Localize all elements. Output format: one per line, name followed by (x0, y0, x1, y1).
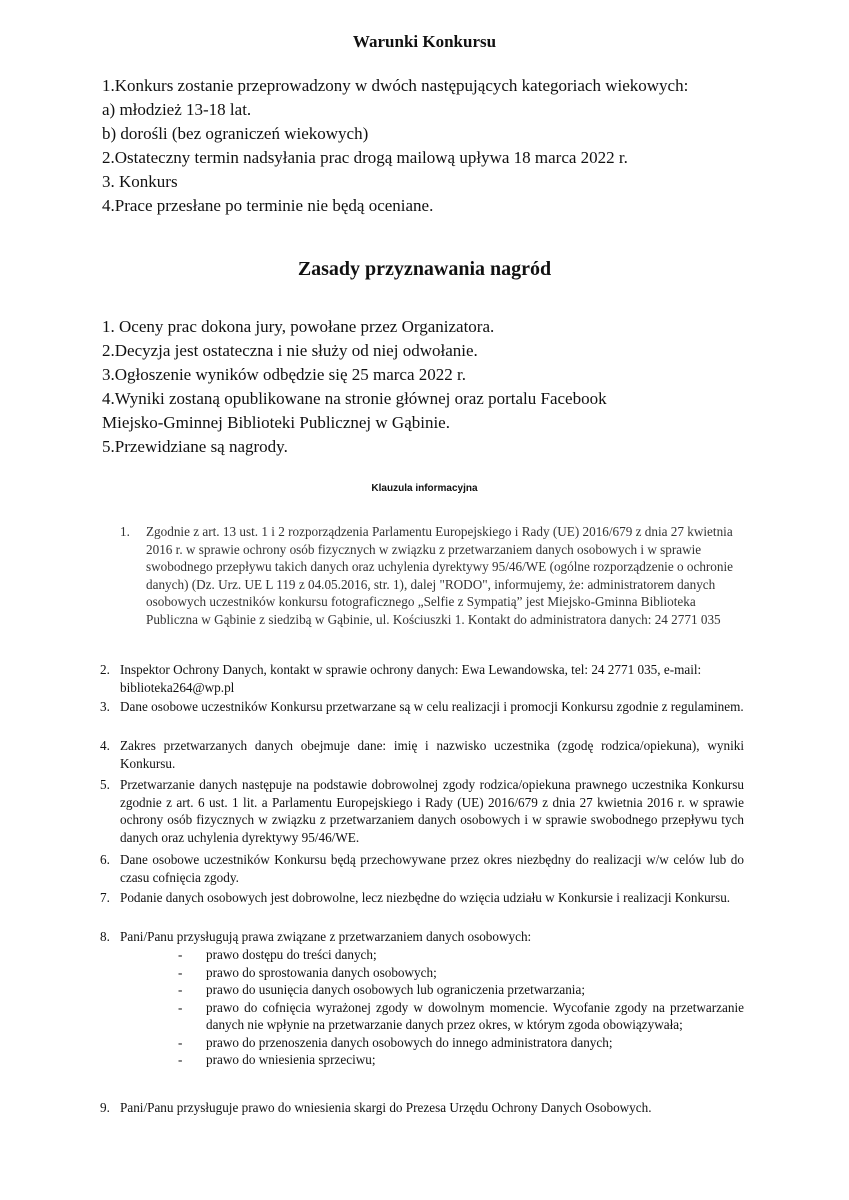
section-title-zasady: Zasady przyznawania nagród (297, 258, 552, 280)
clause-text: Zakres przetwarzanych danych obejmuje dane: imię i nazwisko uczestnika (zgodę rodzica/opiekuna), wyniki Konkursu. (120, 738, 744, 771)
clause-number: 2. (100, 662, 110, 677)
awards-item: Miejsko-Gminnej Biblioteki Publicznej w Gąbinie. (102, 413, 450, 432)
awards-item: 4.Wyniki zostaną opublikowane na stronie głównej oraz portalu Facebook (102, 389, 607, 408)
clause-text: Przetwarzanie danych następuje na podstawie dobrowolnej zgody rodzica/opiekuna prawnego uczestnika Konkursu zgodnie z art. 6 ust. 1 lit. a Parlamentu Europejskiego i Rady (UE) 2016/679 z dnia 27 kwietnia 2016 r. w sprawie ochrony osób fizycznych w związku z przetwarzaniem danych osobowych i w sprawie swobodnego przepływu tych danych oraz uchylenia dyrektywy 95/46/WE. (120, 777, 744, 845)
dash-bullet: - (178, 1052, 183, 1067)
conditions-item: a) młodzież 13-18 lat. (102, 100, 252, 119)
dash-bullet: - (178, 1034, 183, 1050)
clause-item (100, 776, 744, 846)
section-title-warunki: Warunki Konkursu (352, 32, 497, 51)
rights-item: - prawo dostępu do treści danych; (178, 947, 377, 962)
conditions-item: b) dorośli (bez ograniczeń wiekowych) (102, 124, 369, 143)
clause-item (100, 661, 744, 696)
conditions-item: 4.Prace przesłane po terminie nie będą oceniane. (102, 196, 434, 215)
dash-bullet: - (178, 999, 183, 1015)
clause-item (100, 1099, 744, 1117)
clause-number: 8. (100, 929, 110, 944)
clause-text: Pani/Panu przysługują prawa związane z przetwarzaniem danych osobowych: (120, 929, 532, 944)
rights-item: - prawo do sprostowania danych osobowych; (178, 964, 437, 980)
conditions-item: 2.Ostateczny termin nadsyłania prac drogą mailową upływa 18 marca 2022 r. (102, 148, 628, 167)
awards-list (102, 315, 607, 459)
clause-item (120, 523, 744, 628)
clause-number: 5. (100, 777, 110, 792)
dash-bullet: - (178, 982, 183, 997)
clause-item (100, 851, 744, 886)
rights-item: - prawo do usunięcia danych osobowych lub ograniczenia przetwarzania; (178, 982, 585, 997)
clause-number: 4. (100, 738, 110, 753)
awards-item: 3.Ogłoszenie wyników odbędzie się 25 marca 2022 r. (102, 365, 466, 384)
clause-text: Zgodnie z art. 13 ust. 1 i 2 rozporządzenia Parlamentu Europejskiego i Rady (UE) 2016/679 z dnia 27 kwietnia 2016 r. w sprawie ochrony osób fizycznych w związku z przetwarzaniem danych osobowych i w sprawie swobodnego przepływu takich danych oraz uchylenia dyrektywy 95/46/WE (ogólne rozporządzenie o ochronie danych) (Dz. Urz. UE L 119 z 04.05.2016, str. 1), dalej "RODO", informujemy, że: administratorem danych osobowych uczestników konkursu fotograficznego „Selfie z Sympatią” jest Miejsko-Gminna Biblioteka Publiczna w Gąbinie z siedzibą w Gąbinie, ul. Kościuszki 1. Kontakt do administratora danych: 24 2771 035 (146, 524, 734, 627)
clause-text: Inspektor Ochrony Danych, kontakt w sprawie ochrony danych: Ewa Lewandowska, tel: 24 2771 035, e-mail: biblioteka264@wp.pl (120, 662, 702, 695)
conditions-item: 3. Konkurs (102, 172, 178, 191)
clause-item (100, 889, 744, 907)
clause-item (100, 698, 744, 716)
conditions-list (102, 74, 688, 218)
awards-item: 2.Decyzja jest ostateczna i nie służy od niej odwołanie. (102, 341, 478, 360)
clause-number: 1. (120, 524, 130, 539)
clause-text: Dane osobowe uczestników Konkursu będą przechowywane przez okres niezbędny do realizacji w/w celów lub do czasu cofnięcia zgody. (120, 852, 744, 885)
clause-number: 6. (100, 852, 110, 867)
clause-text: Podanie danych osobowych jest dobrowolne, lecz niezbędne do wzięcia udziału w Konkursie i realizacji Konkursu. (120, 890, 731, 905)
rights-item: - prawo do wniesienia sprzeciwu; (178, 1052, 376, 1067)
clause-item (100, 737, 744, 772)
awards-item: 1. Oceny prac dokona jury, powołane przez Organizatora. (102, 317, 495, 336)
clause-item (100, 928, 744, 946)
conditions-item: 1.Konkurs zostanie przeprowadzony w dwóch następujących kategoriach wiekowych: (102, 76, 689, 95)
clause-number: 9. (100, 1100, 110, 1115)
dash-bullet: - (178, 964, 183, 980)
clause-text: Dane osobowe uczestników Konkursu przetwarzane są w celu realizacji i promocji Konkursu zgodnie z regulaminem. (120, 699, 744, 714)
clause-number: 7. (100, 890, 110, 905)
rights-item: - prawo do przenoszenia danych osobowych do innego administratora danych; (178, 1034, 613, 1050)
clause-number: 3. (100, 699, 110, 714)
dash-bullet: - (178, 947, 183, 962)
clause-text: Pani/Panu przysługuje prawo do wniesienia skargi do Prezesa Urzędu Ochrony Danych Osobowych. (120, 1100, 652, 1115)
rights-list (178, 946, 744, 1069)
awards-item: 5.Przewidziane są nagrody. (102, 437, 288, 456)
section-title-klauzula: Klauzula informacyjna (371, 483, 478, 494)
rights-item: - prawo do cofnięcia wyrażonej zgody w dowolnym momencie. Wycofanie zgody na przetwarzanie danych nie wpłynie na przetwarzanie danych przez okres, w którym zgoda obowiązywała; (178, 999, 744, 1032)
